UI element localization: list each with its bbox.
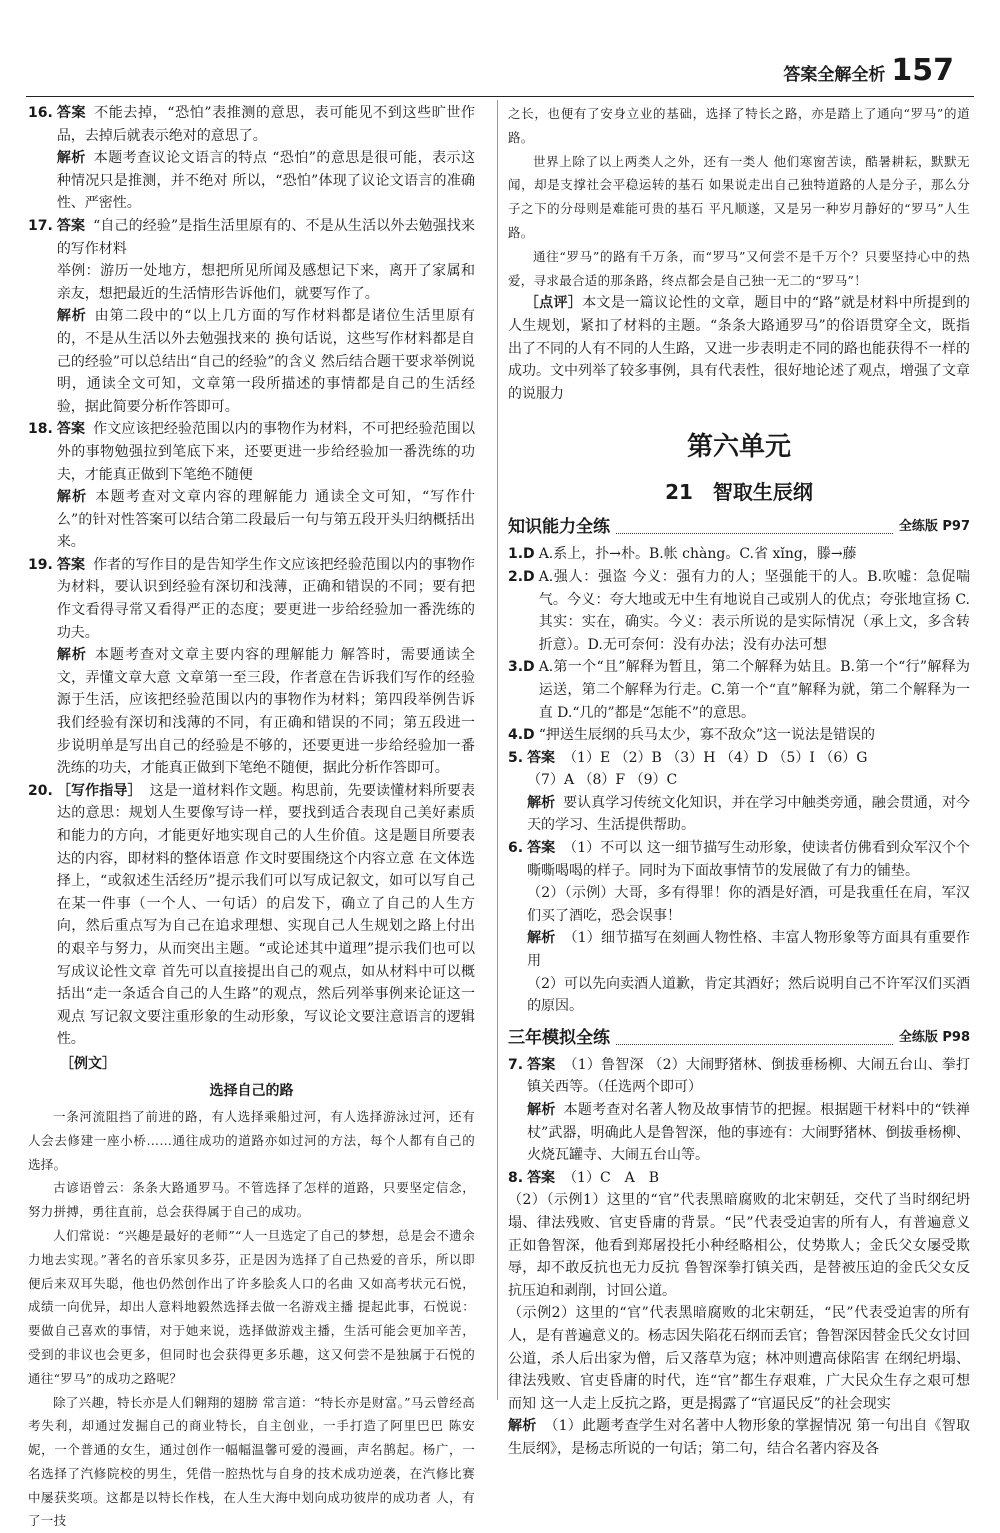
answer-continued: （2）（示例）大哥，多有得罪！你的酒是好酒，可是我重任在肩，军汉们买了酒吃，恐会误事！ bbox=[527, 882, 970, 927]
essay-paragraph: 一条河流阻挡了前进的路，有人选择乘船过河，有人选择游泳过河，还有人会去修建一座小桥……通往成功的道路亦如过河的方法，每个人都有自己的选择。 bbox=[28, 1105, 475, 1176]
section-ref: 全练版 P97 bbox=[899, 515, 970, 539]
analysis-paragraph: 解析 （1）细节描写在刻画人物性格、丰富人物形象等方面具有重要作用 bbox=[527, 927, 970, 972]
example-essay-title: 选择自己的路 bbox=[28, 1077, 475, 1105]
question-number: 5. bbox=[508, 747, 523, 837]
question-19 bbox=[28, 554, 475, 780]
answer-paragraph: A.第一个“且”解释为暂且，第二个解释为姑且。B.第一个“行”解释为运送，第二个解释为行走。C.第一个“直”解释为就，第二个解释为一直 D.“几的”都是“怎能不”的意思。 bbox=[539, 656, 970, 724]
answer-paragraph: 答案 （1）C A B bbox=[527, 1167, 970, 1190]
answer-example-1: （2）（示例1）这里的“官”代表黑暗腐败的北宋朝廷，交代了当时纲纪坍塌、律法残败、官吏昏庸的背景。“民”代表受迫害的所有人，有普遍意义 正如鲁智深，他看到郑屠投托小种经略相公，仗势欺人；金氏父女屡受欺辱，却不敢反抗也无力反抗 鲁智深拳打镇关西，是替被压迫的金氏父女反抗压迫和剥削，讨回公道。 bbox=[508, 1189, 970, 1302]
answer-paragraph: 答案 “自己的经验”是指生活里原有的、不是从生活以外去勉强找来的写作材料 bbox=[57, 215, 475, 260]
answer-paragraph: 答案 （1）鲁智深 （2）大闹野猪林、倒拔垂杨柳、大闹五台山、拳打镇关西等。（任选两个即可） bbox=[527, 1054, 970, 1099]
column-divider bbox=[497, 100, 498, 1400]
answer-continued: （7）A （8）F （9）C bbox=[527, 769, 970, 792]
essay-paragraph: 除了兴趣，特长亦是人们翱翔的翅膀 常言道：“特长亦是财富。”马云曾经高考失利，却通过发掘自己的商业特长，自主创业，一手打造了阿里巴巴 陈安妮，一个普通的女生，通过创作一幅幅温馨可爱的漫画，声名鹊起。杨广，一名选择了汽修院校的男生，凭借一腔热忱与自身的技术成功逆袭，在汽修比赛中屡获奖项。这都是以特长作栈，在人生大海中划向成功彼岸的成功者 人，有了一技 bbox=[28, 1391, 475, 1533]
section-header-knowledge bbox=[508, 515, 970, 539]
analysis-paragraph: 解析 本题考查议论文语言的特点 “恐怕”的意思是很可能，表示这种情况只是推测，并不绝对 所以，“恐怕”体现了议论文语言的准确性、严密性。 bbox=[57, 147, 475, 215]
answer-paragraph: 答案 作者的写作目的是告知学生作文应该把经验范围以内的事物作为材料，要认识到经验有深切和浅薄，正确和错误的不同；要有把作文看得寻常又看得严正的态度；要更进一步给经验加一番洗练的功夫。 bbox=[57, 554, 475, 644]
essay-paragraph: 人们常说：“兴趣是最好的老师”“人一旦选定了自己的梦想，总是会不遗余力地去实现。”著名的音乐家贝多芬，正是因为选择了自己热爱的音乐，所以即便后来双耳失聪，他也仍然创作出了许多脍炙人口的名曲 又如高考状元石悦，成绩一向优异，却出人意料地毅然选择去做一名游戏主播 提起此事，石悦说：要做自己喜欢的事情，对于她来说，选择做游戏主播，生活可能会更加辛苦，受到的非议也会更多，但同时也会获得更多乐趣，这又何尝不是独属于石悦的通往“罗马”的成功之路呢？ bbox=[28, 1224, 475, 1391]
essay-paragraph: 通往“罗马”的路有千万条，而“罗马”又何尝不是千万个？只要坚持心中的热爱，寻求最合适的那条路，终点都会是自己独一无二的“罗马”！ bbox=[508, 245, 970, 293]
question-number: 8. bbox=[508, 1167, 523, 1190]
answer-paragraph: A.强人：强盗 今义：强有力的人；坚强能干的人。B.吹嘘：急促喘气。今义：夸大地或无中生有地说自己或别人的优点；夸张地宣扬 C.其实：实在，确实。今义：表示所说的是实际情况（承上文，多含转折意）。D.无可奈何：没有办法；没有办法可想 bbox=[539, 566, 970, 656]
left-column bbox=[28, 102, 475, 1533]
essay-paragraph: 之长，也便有了安身立业的基础，选择了特长之路，亦是踏上了通向“罗马”的道路。 bbox=[508, 102, 970, 150]
question-7 bbox=[508, 1054, 970, 1167]
question-number: 2.D bbox=[508, 566, 535, 656]
question-number: 20. bbox=[28, 780, 53, 1051]
answer-paragraph: 答案 作文应该把经验范围以内的事物作为材料，不可把经验范围以外的事物勉强拉到笔底下来，还要更进一步给经验加一番洗练的功夫，才能真正做到下笔绝不随便 bbox=[57, 418, 475, 486]
section-title: 三年模拟全练 bbox=[508, 1026, 610, 1050]
question-number: 16. bbox=[28, 102, 53, 215]
analysis-continued: （2）可以先向卖酒人道歉，肯定其酒好；然后说明自己不许军汉们买酒的原因。 bbox=[527, 973, 970, 1018]
question-number: 6. bbox=[508, 837, 523, 1018]
question-17 bbox=[28, 215, 475, 418]
section-header-mock bbox=[508, 1026, 970, 1050]
question-number: 18. bbox=[28, 418, 53, 554]
page-header bbox=[783, 56, 954, 86]
answer-paragraph: A.系上，扑→朴。B.帐 chàng。C.省 xǐng，滕→藤 bbox=[539, 543, 970, 566]
question-20 bbox=[28, 780, 475, 1051]
writing-guide: ［写作指导］ 这是一道材料作文题。构思前，先要读懂材料所要表达的意思：规划人生要像写诗一样，要找到适合表现自己美好素质和能力的方向，才能更好地实现自己的人生价值。这是题目所要表达的内容，即材料的整体语意 作文时要围绕这个内容立意 在文体选择上，“或叙述生活经历”提示我们可以写成记叙文，如可以写自己在某一件事（一个人、一句话）的启发下，确立了自己的人生方向，然后重点写为自己在追求理想、实现自己人生规划之路上付出的艰辛与努力，从而突出主题。“或论述其中道理”提示我们也可以写成议论性文章 首先可以直接提出自己的观点，如从材料中可以概括出“走一条适合自己的人生路”的观点，然后列举事例来论证这一观点 写记叙文要注重形象的生动形象，写议论文要注意语言的逻辑性。 bbox=[57, 780, 475, 1051]
question-1 bbox=[508, 543, 970, 566]
comment-paragraph: ［点评］本文是一篇议论性的文章，题目中的“路”就是材料中所提到的人生规划，紧扣了材料的主题。“条条大路通罗马”的俗语贯穿全文，既指出了不同的人有不同的人生路，又进一步表明走不同的路也能获得不一样的成功。文中列举了较多事例，具有代表性，很好地论述了观点，增强了文章的说服力 bbox=[508, 292, 970, 405]
analysis-paragraph: 解析 要认真学习传统文化知识，并在学习中触类旁通，融会贯通，对今天的学习、生活提供帮助。 bbox=[527, 792, 970, 837]
example-paragraph: 举例：游历一处地方，想把所见所闻及感想记下来，离开了家属和亲友，想把最近的生活情形告诉他们，就要写作了。 bbox=[57, 260, 475, 305]
answer-paragraph: 答案 不能去掉，“恐怕”表推测的意思，表可能见不到这些旷世作品，去掉后就表示绝对的意思了。 bbox=[57, 102, 475, 147]
question-number: 1.D bbox=[508, 543, 535, 566]
question-number: 7. bbox=[508, 1054, 523, 1167]
question-2 bbox=[508, 566, 970, 656]
example-essay-label: ［例文］ bbox=[60, 1051, 475, 1077]
question-16 bbox=[28, 102, 475, 215]
essay-paragraph: 世界上除了以上两类人之外，还有一类人 他们寒窗苦读，酷暑耕耘，默默无闻，却是支撑社会平稳运转的基石 如果说走出自己独特道路的人是分子，那么分子之下的分母则是难能可贵的基石 平凡顺遂，又是另一种岁月静好的“罗马”人生路。 bbox=[508, 150, 970, 245]
unit-title: 第六单元 bbox=[508, 429, 970, 465]
question-5 bbox=[508, 747, 970, 837]
header-title: 答案全解全析 bbox=[783, 60, 885, 85]
question-number: 17. bbox=[28, 215, 53, 418]
section-ref: 全练版 P98 bbox=[899, 1026, 970, 1050]
question-number: 4.D bbox=[508, 724, 535, 747]
answer-paragraph: 答案 （1）E （2）B （3）H （4）D （5）I （6）G bbox=[527, 747, 970, 770]
section-leader bbox=[616, 533, 893, 534]
lesson-title: 21 智取生辰纲 bbox=[508, 477, 970, 507]
analysis-paragraph: 解析 （1）此题考查学生对名著中人物形象的掌握情况 第一句出自《智取生辰纲》，是杨志所说的一句话；第二句，结合名著内容及各 bbox=[508, 1415, 970, 1460]
question-3 bbox=[508, 656, 970, 724]
question-number: 3.D bbox=[508, 656, 535, 724]
right-column bbox=[508, 102, 970, 1461]
page-number: 157 bbox=[891, 56, 954, 86]
analysis-paragraph: 解析 本题考查对文章内容的理解能力 通读全文可知，“写作什么”的针对性答案可以结合第二段最后一句与第五段开头归纳概括出来。 bbox=[57, 486, 475, 554]
analysis-paragraph: 解析 由第二段中的“以上几方面的写作材料都是诸位生活里原有的，不是从生活以外去勉强找来的 换句话说，这些写作材料都是自己的经验”可以总结出“自己的经验”的含义 然后结合题干要求举例说明，通读全文可知，文章第一段所描述的事情都是自己的生活经验，据此简要分析作答即可。 bbox=[57, 305, 475, 418]
question-18 bbox=[28, 418, 475, 554]
question-8 bbox=[508, 1167, 970, 1190]
section-title: 知识能力全练 bbox=[508, 515, 610, 539]
question-number: 19. bbox=[28, 554, 53, 780]
question-4 bbox=[508, 724, 970, 747]
question-6 bbox=[508, 837, 970, 1018]
analysis-paragraph: 解析 本题考查对文章主要内容的理解能力 解答时，需要通读全文，弄懂文章大意 文章第一至三段，作者意在告诉我们写作的经验源于生活，应该把经验范围以内的事物作为材料；第四段举例告诉我们经验有深切和浅薄的不同，有正确和错误的不同；第五段进一步说明单是写出自己的经验是不够的，还要更进一步给经验加一番洗练的功夫，才能真正做到下笔绝不随便，据此分析作答即可。 bbox=[57, 644, 475, 780]
essay-paragraph: 古谚语曾云：条条大路通罗马。不管选择了怎样的道路，只要坚定信念，努力拼搏，勇往直前，总会获得属于自己的成功。 bbox=[28, 1176, 475, 1224]
header-rule bbox=[26, 96, 974, 97]
answer-example-2: （示例2）这里的“官”代表黑暗腐败的北宋朝廷，“民”代表受迫害的所有人，是有普遍意义的。杨志因失陷花石纲而丢官；鲁智深因替金氏父女讨回公道，杀人后出家为僧，后又落草为寇；林冲则遭高俅陷害 在纲纪坍塌、律法残败、官吏昏庸的时代，连“官”都生存艰难，广大民众生存之艰可想而知 这一人走上反抗之路，更是揭露了“官逼民反”的社会现实 bbox=[508, 1302, 970, 1415]
answer-paragraph: 答案 （1）不可以 这一细节描写生动形象，使读者仿佛看到众军汉个个嘶嘶喝喝的样子。同时为下面故事情节的发展做了有力的铺垫。 bbox=[527, 837, 970, 882]
section-leader bbox=[616, 1044, 893, 1045]
analysis-paragraph: 解析 本题考查对名著人物及故事情节的把握。根据题干材料中的“铁禅杖”武器，明确此人是鲁智深，他的事迹有：大闹野猪林、倒拔垂杨柳、火烧瓦罐寺、大闹五台山等。 bbox=[527, 1099, 970, 1167]
answer-paragraph: “押送生辰纲的兵马太少，寡不敌众”这一说法是错误的 bbox=[539, 724, 970, 747]
